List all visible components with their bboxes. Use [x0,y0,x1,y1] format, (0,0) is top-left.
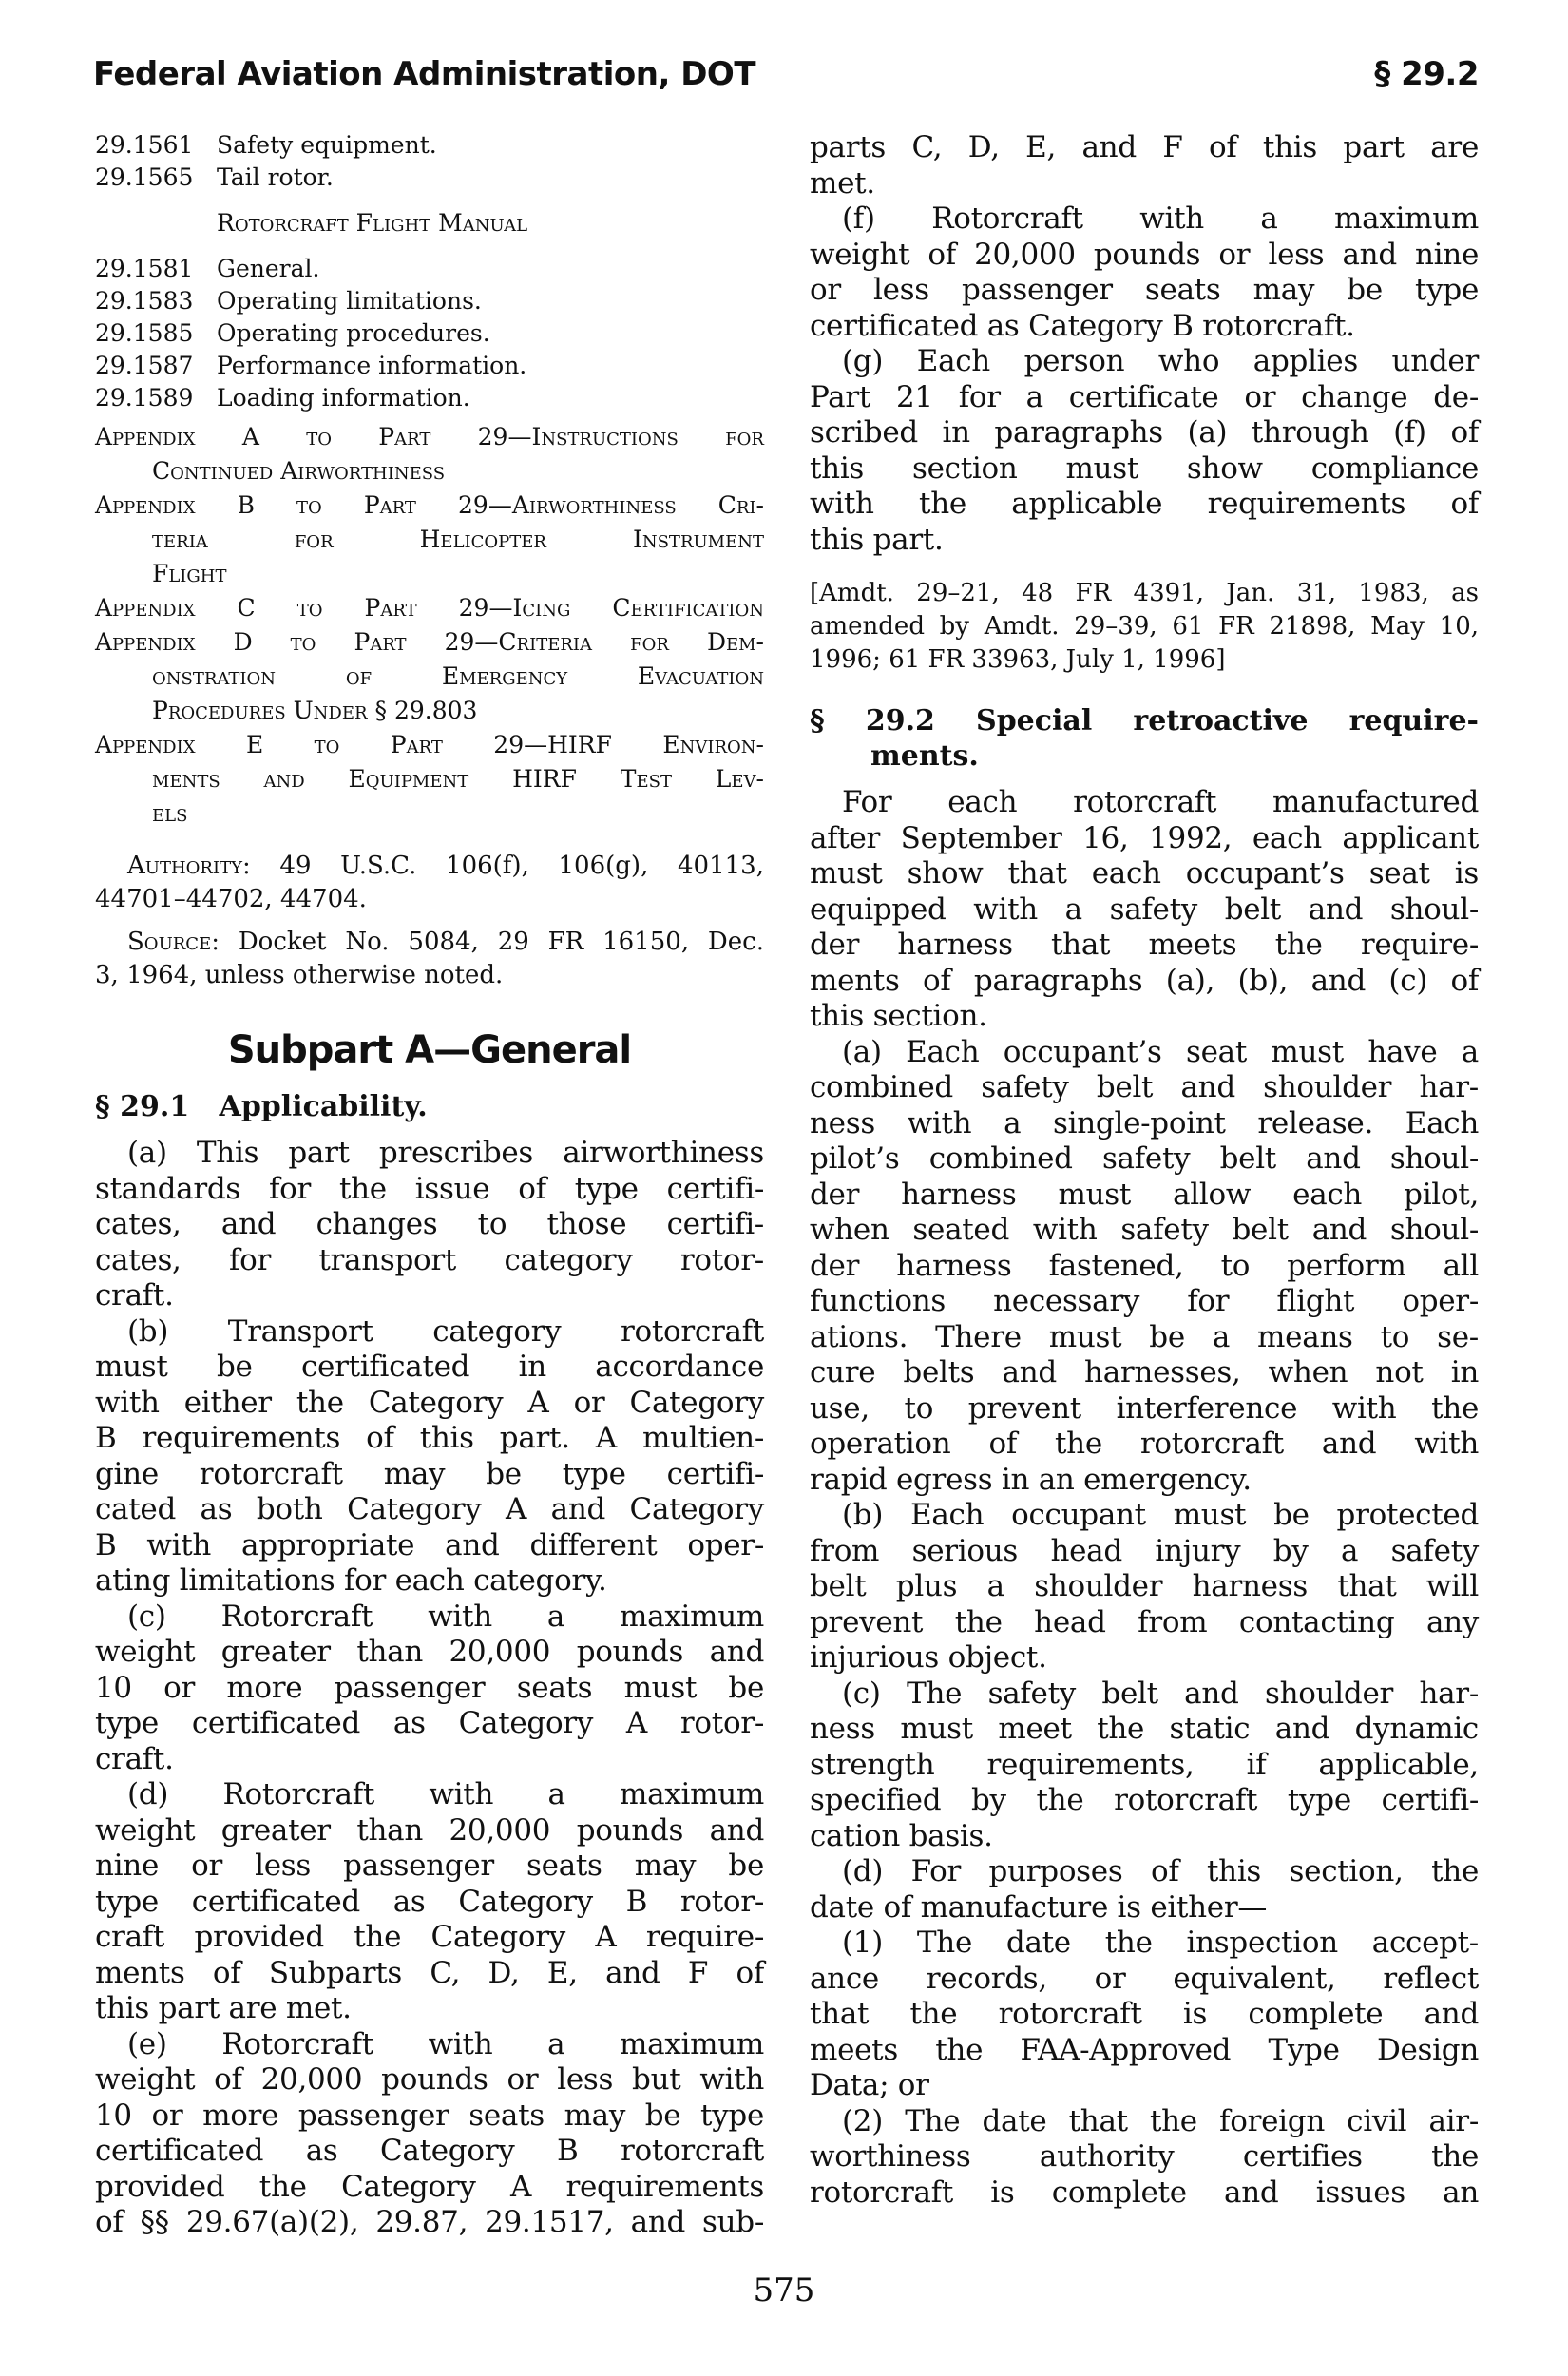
toc-item: 29.1587 Performance information. [95,352,527,379]
toc-item: 29.1581 General. [95,255,320,282]
page-number: 575 [753,2271,815,2309]
toc-item: 29.1589 Loading information. [95,384,470,412]
paragraph-d: (d) For purposes of this section, the date of manufacture is either— [810,1854,1479,1925]
paragraph-c: (c) Rotorcraft with a maximum weight greater than 20,000 pounds and 10 or more passenger seats must be type certificated as Category A rotor- craft. [95,1599,764,1776]
paragraph-c: (c) The safety belt and shoulder har- ness must meet the static and dynamic strength requirements, if applicable, specified by the rotorcraft type certifi- cation basis. [810,1676,1479,1853]
appendix-c: Appendix C to Part 29—Icing Certification [95,594,764,622]
authority-note: Authority: 49 U.S.C. 106(f), 106(g), 40113, 44701–44702, 44704. [95,852,764,913]
paragraph-intro: For each rotorcraft manufactured after September 16, 1992, each applicant must show that each occupant’s seat is equipped with a safety belt and shoul- der harness that meets the require- ments of paragraphs (a), (b), and (c) of this section. [810,785,1479,1033]
paragraph-b: (b) Each occupant must be protected from serious head injury by a safety belt plus a shoulder harness that will prevent the head from contacting any injurious object. [810,1498,1479,1675]
section-title: Special retroactive require- [976,704,1479,738]
toc-item: 29.1583 Operating limitations. [95,287,482,315]
running-header-agency: Federal Aviation Administration, DOT [93,55,756,93]
appendix-d: Appendix D to Part 29—Criteria for Dem- onstration of Emergency Evacuation Procedures Under § 29.803 [95,628,764,724]
section-number: § 29.2 [810,704,935,738]
appendix-b: Appendix B to Part 29—Airworthiness Cri- teria for Helicopter Instrument Flight [95,491,764,587]
table-of-contents [95,129,764,414]
section-29-1-body [95,1136,764,2241]
toc-item: 29.1565 Tail rotor. [95,163,334,191]
appendix-list [95,420,764,831]
paragraph-d-2: (2) The date that the foreign civil air- worthiness authority certifies the rotorcraft is complete and issues an [810,2103,1479,2210]
subpart-title: Subpart A—General [227,1028,632,1072]
source-note: Source: Docket No. 5084, 29 FR 16150, Dec. 3, 1964, unless otherwise noted. [95,928,764,989]
paragraph-a: (a) This part prescribes airworthiness standards for the issue of type certifi- cates, and changes to those certifi- cates, for transport category rotor- craft. [95,1136,764,1313]
section-number: § 29.1 [95,1090,190,1123]
toc-group-caption: Rotorcraft Flight Manual [217,209,528,237]
appendix-e: Appendix E to Part 29—HIRF Environ- ments and Equipment HIRF Test Lev- els [95,731,764,827]
amendment-citation: [Amdt. 29–21, 48 FR 4391, Jan. 31, 1983, as amended by Amdt. 29–39, 61 FR 21898, May 10, 1996; 61 FR 33963, July 1, 1996] [810,579,1479,674]
appendix-a: Appendix A to Part 29—Instructions for Continued Airworthiness [95,423,764,485]
toc-item: 29.1561 Safety equipment. [95,131,437,159]
right-column [810,130,1479,2211]
paragraph-g: (g) Each person who applies under Part 21 for a certificate or change de- scribed in paragraphs (a) through (f) of this section must show compliance with the applicable requirements of this part. [810,344,1479,557]
section-title: Applicability. [219,1090,428,1123]
section-heading-29-2: § 29.2 Special retroactive require- ments. [810,704,1479,773]
toc-item: 29.1585 Operating procedures. [95,319,490,347]
paragraph-e: (e) Rotorcraft with a maximum weight of 20,000 pounds or less but with 10 or more passenger seats may be type certificated as Category B rotorcraft provided the Category A requirements of §§ 29.67(a)(2), 29.87, 29.1517, and sub- [95,2026,764,2239]
section-heading-29-1 [95,1089,764,1124]
left-column [95,129,764,2241]
section-29-1-continued [810,130,1479,558]
running-header-section: § 29.2 [1374,55,1479,93]
paragraph-e-continued: parts C, D, E, and F of this part are met. [810,130,1479,201]
paragraph-b: (b) Transport category rotorcraft must be certificated in accordance with either the Category A or Category B requirements of this part. A multien- gine rotorcraft may be type certifi- cated as both Category A and Category B with appropriate and different oper- ating limitations for each category. [95,1313,764,1598]
paragraph-f: (f) Rotorcraft with a maximum weight of 20,000 pounds or less and nine or less passenger seats may be type certificated as Category B rotorcraft. [810,201,1479,343]
section-29-2-body [810,785,1479,2211]
paragraph-d: (d) Rotorcraft with a maximum weight greater than 20,000 pounds and nine or less passenger seats may be type certificated as Category B rotor- craft provided the Category A require- ments of Subparts C, D, E, and F of this part are met. [95,1777,764,2025]
paragraph-d-1: (1) The date the inspection accept- ance records, or equivalent, reflect that the rotorcraft is complete and meets the FAA-Approved Type Design Data; or [810,1926,1479,2102]
paragraph-a: (a) Each occupant’s seat must have a combined safety belt and shoulder har- ness with a single-point release. Each pilot’s combined safety belt and shoul- der harness must allow each pilot, when seated with safety belt and shoul- der harness fastened, to perform all functions necessary for flight oper- ations. There must be a means to se- cure belts and harnesses, when not in use, to prevent interference with the operation of the rotorcraft and with rapid egress in an emergency. [810,1034,1479,1497]
